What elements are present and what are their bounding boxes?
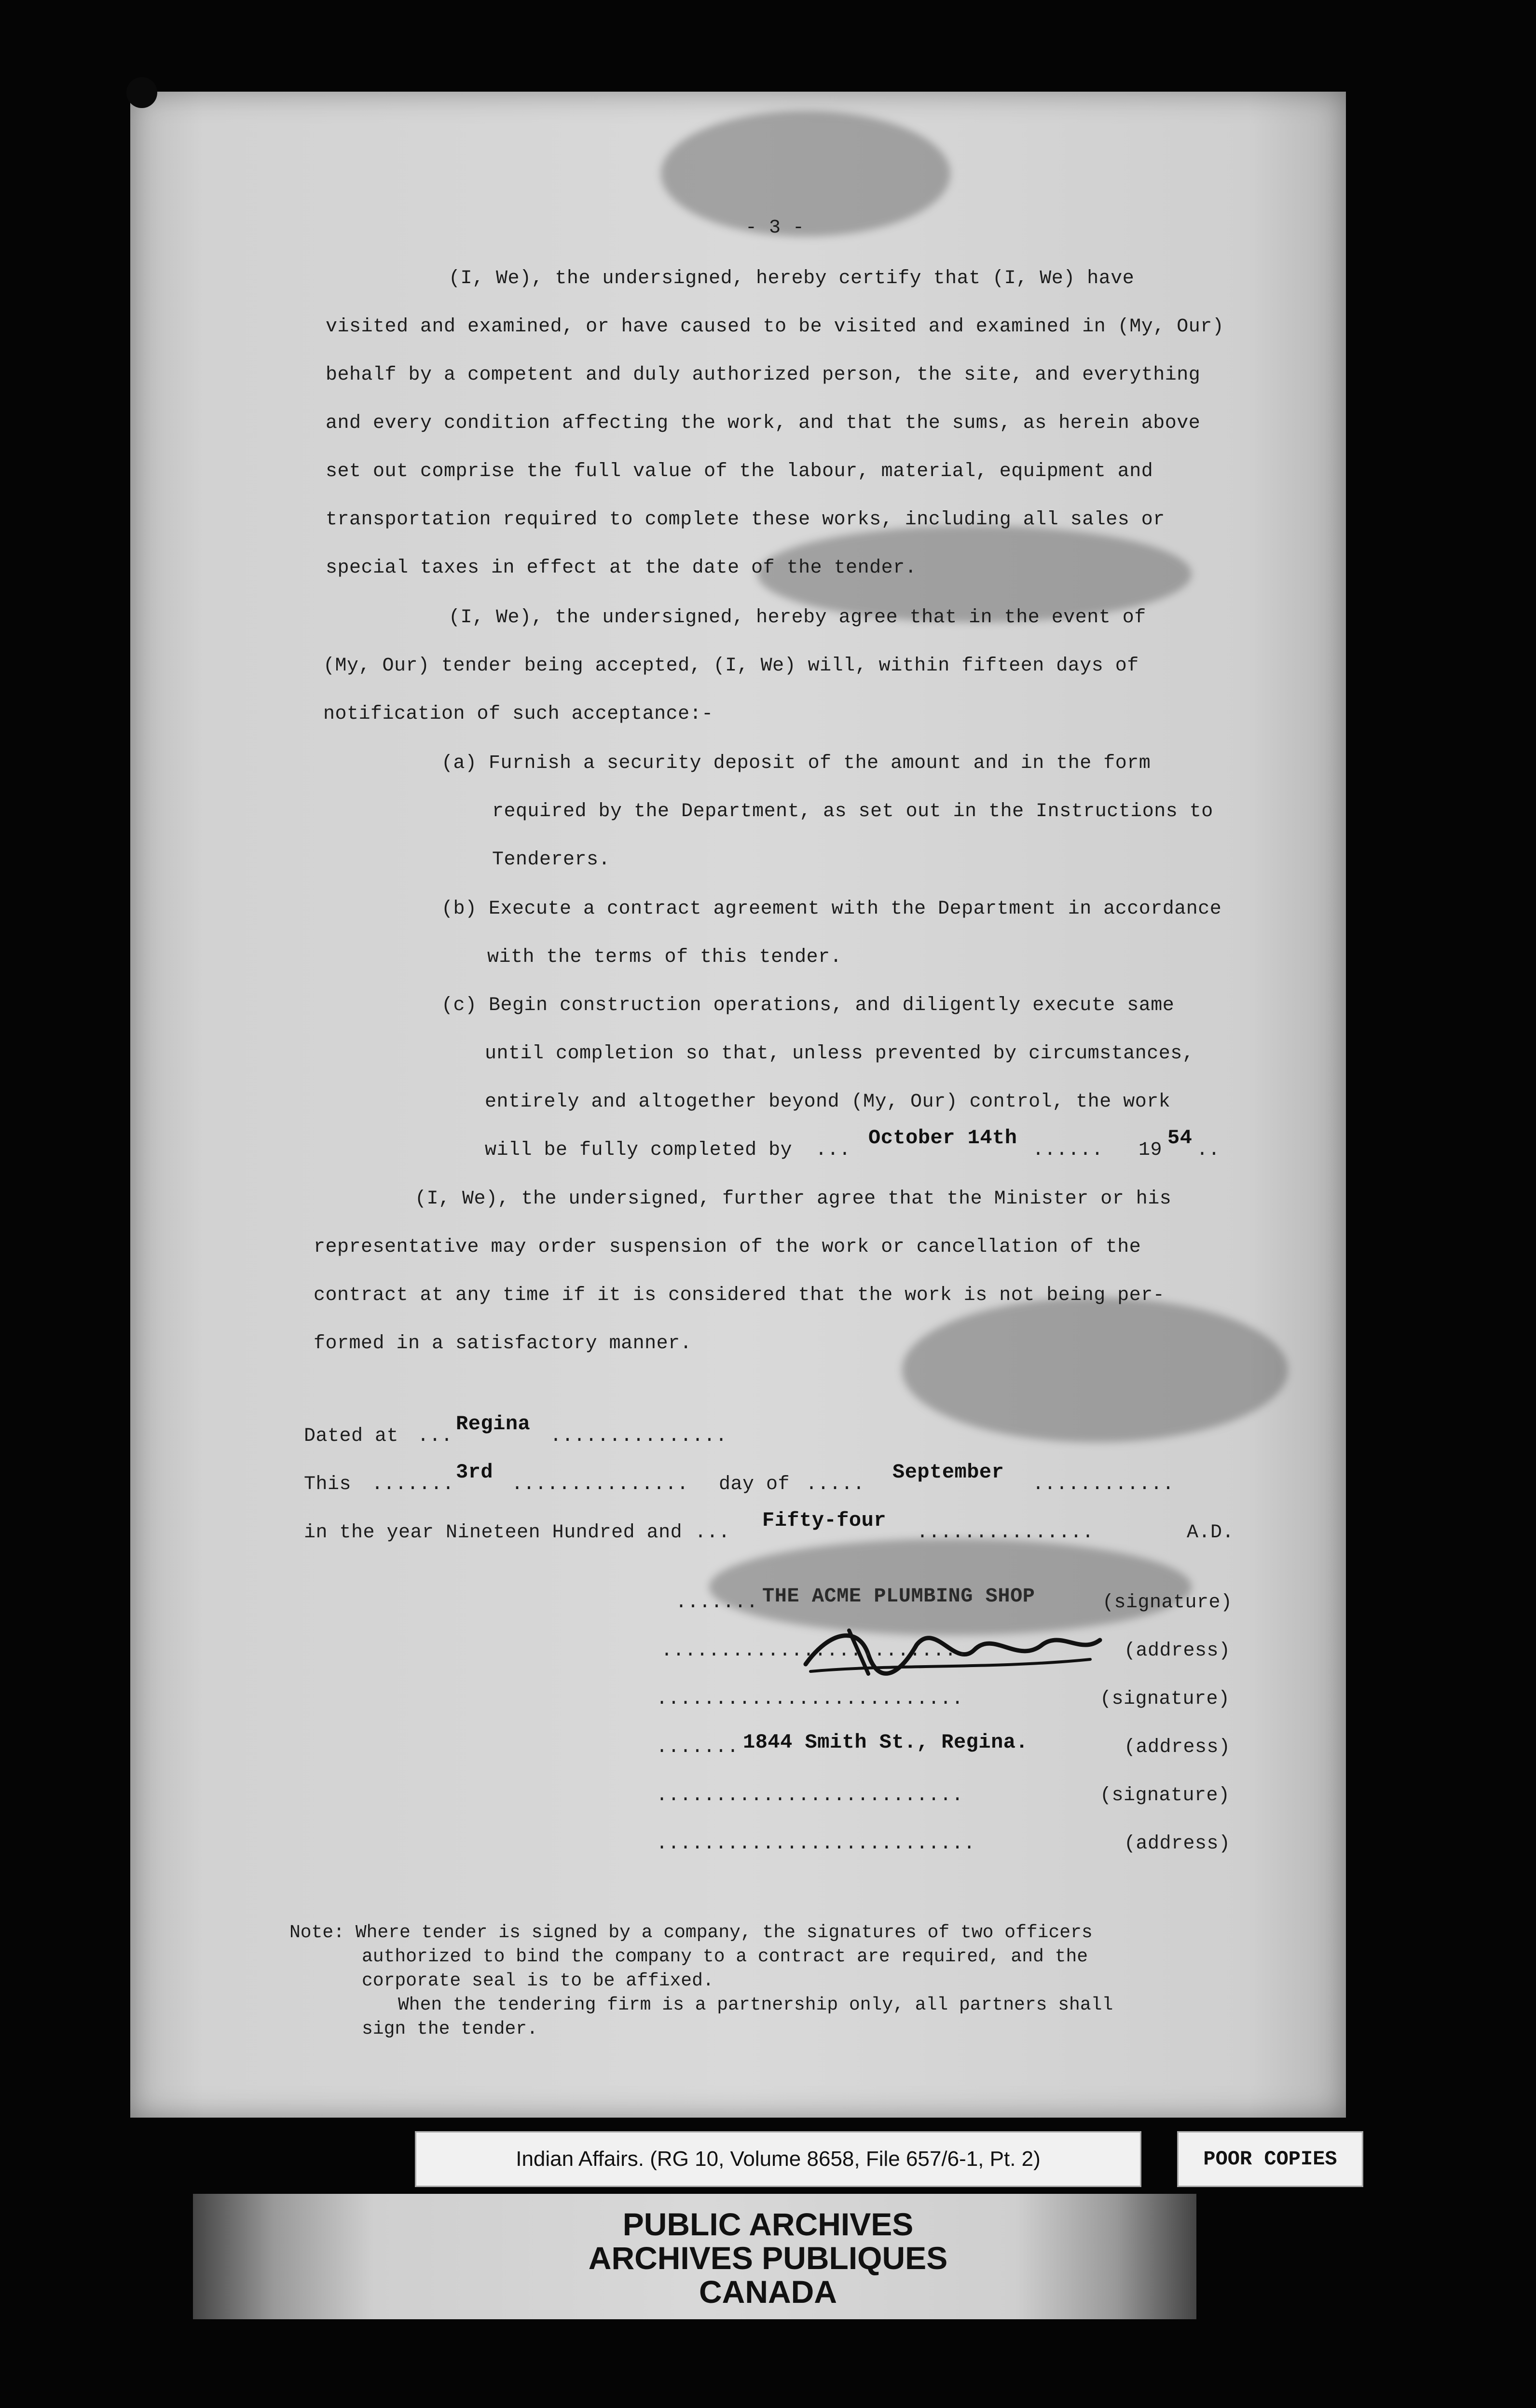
item-b-line: (b) Execute a contract agreement with the Department in accordance [441, 898, 1222, 920]
note-line: Note: Where tender is signed by a company, the signatures of two officers [289, 1922, 1093, 1943]
p3-line: contract at any time if it is considered that the work is not being per- [314, 1285, 1165, 1306]
dotted-leader: ... [815, 1139, 851, 1161]
p3-line: formed in a satisfactory manner. [314, 1333, 692, 1354]
p3-line: (I, We), the undersigned, further agree that the Minister or his [415, 1188, 1172, 1210]
note-line: corporate seal is to be affixed. [362, 1970, 714, 1991]
dotted-leader: ............ [1032, 1474, 1175, 1495]
p1-line: visited and examined, or have caused to be visited and examined in (My, Our) [326, 316, 1224, 338]
quality-flag-label [1177, 2131, 1363, 2187]
dotted-leader: ....... [675, 1592, 758, 1614]
p1-line: transportation required to complete these works, including all sales or [326, 509, 1165, 531]
dated-month: September [892, 1461, 1004, 1484]
completion-date: October 14th [868, 1126, 1017, 1149]
dotted-leader: ............... [550, 1425, 727, 1447]
dotted-leader: .......................... [656, 1688, 964, 1710]
address-label: (address) [1124, 1640, 1231, 1662]
ad-label: A.D. [1187, 1522, 1234, 1544]
dated-day: 3rd [456, 1461, 494, 1484]
item-b-line: with the terms of this tender. [487, 946, 842, 968]
day-of-label: day of [719, 1474, 790, 1495]
item-c-line: will be fully completed by [485, 1139, 793, 1161]
company-street: 1844 Smith St., Regina. [743, 1731, 1029, 1754]
dotted-leader: ..... [806, 1474, 865, 1495]
dated-at-label: Dated at [304, 1425, 399, 1447]
note-line: sign the tender. [362, 2019, 538, 2039]
item-a-line: Tenderers. [492, 849, 611, 871]
quality-flag: POOR COPIES [1203, 2148, 1337, 2171]
p1-line: (I, We), the undersigned, hereby certify that (I, We) have [449, 268, 1135, 289]
p1-line: and every condition affecting the work, and that the sums, as herein above [326, 412, 1201, 434]
year-label: in the year Nineteen Hundred and [304, 1522, 683, 1544]
signature-label: (signature) [1100, 1785, 1230, 1806]
dotted-leader: ... [417, 1425, 453, 1447]
dotted-leader: ... [695, 1522, 730, 1544]
p1-line: behalf by a competent and duly authorized person, the site, and everything [326, 364, 1201, 386]
page-number: - 3 - [745, 217, 805, 239]
dotted-leader: ............... [917, 1522, 1094, 1544]
note-line: When the tendering firm is a partnership only, all partners shall [398, 1995, 1113, 2015]
dated-place: Regina [456, 1412, 531, 1436]
ink-blot [126, 77, 157, 108]
dotted-leader: .......................... [661, 1640, 969, 1662]
dotted-leader: ........................... [656, 1833, 975, 1855]
p1-line: set out comprise the full value of the labour, material, equipment and [326, 461, 1153, 482]
dated-year-words: Fifty-four [762, 1509, 887, 1532]
p1-line: special taxes in effect at the date of the tender. [326, 557, 917, 579]
signature-label: (signature) [1100, 1688, 1230, 1710]
p2-line: (I, We), the undersigned, hereby agree that in the event of [449, 607, 1146, 629]
p2-line: notification of such acceptance:- [323, 703, 713, 725]
dotted-leader: ....... [656, 1737, 739, 1758]
archive-title-line2: ARCHIVES PUBLIQUES [588, 2240, 948, 2276]
year-prefix: 19 [1138, 1139, 1163, 1161]
item-a-line: (a) Furnish a security deposit of the amount and in the form [441, 752, 1151, 774]
signature-label: (signature) [1102, 1592, 1233, 1614]
dotted-leader: .......................... [656, 1785, 964, 1806]
dotted-leader: ...... [1032, 1139, 1104, 1161]
address-label: (address) [1124, 1737, 1231, 1758]
dotted-leader: ............... [511, 1474, 689, 1495]
item-c-line: (c) Begin construction operations, and diligently execute same [441, 995, 1175, 1016]
p3-line: representative may order suspension of the work or cancellation of the [314, 1236, 1141, 1258]
company-stamp: THE ACME PLUMBING SHOP [762, 1585, 1035, 1608]
archive-reference: Indian Affairs. (RG 10, Volume 8658, File 657/6-1, Pt. 2) [516, 2147, 1041, 2171]
archive-title-line1: PUBLIC ARCHIVES [622, 2206, 914, 2242]
address-label: (address) [1124, 1833, 1231, 1855]
note-line: authorized to bind the company to a contract are required, and the [362, 1946, 1088, 1967]
archive-reference-label [415, 2131, 1141, 2187]
this-label: This [304, 1474, 352, 1495]
archive-title-line3: CANADA [699, 2274, 837, 2310]
item-c-line: entirely and altogether beyond (My, Our) control, the work [485, 1091, 1171, 1113]
dotted-leader: ....... [371, 1474, 454, 1495]
item-a-line: required by the Department, as set out in the Instructions to [492, 801, 1213, 822]
p2-line: (My, Our) tender being accepted, (I, We) will, within fifteen days of [323, 655, 1139, 677]
paper-stain [902, 1298, 1288, 1442]
year-suffix: 54 [1167, 1126, 1193, 1149]
item-c-line: until completion so that, unless prevented by circumstances, [485, 1043, 1194, 1065]
dotted-leader: .. [1196, 1139, 1221, 1161]
paper-stain [661, 111, 950, 236]
